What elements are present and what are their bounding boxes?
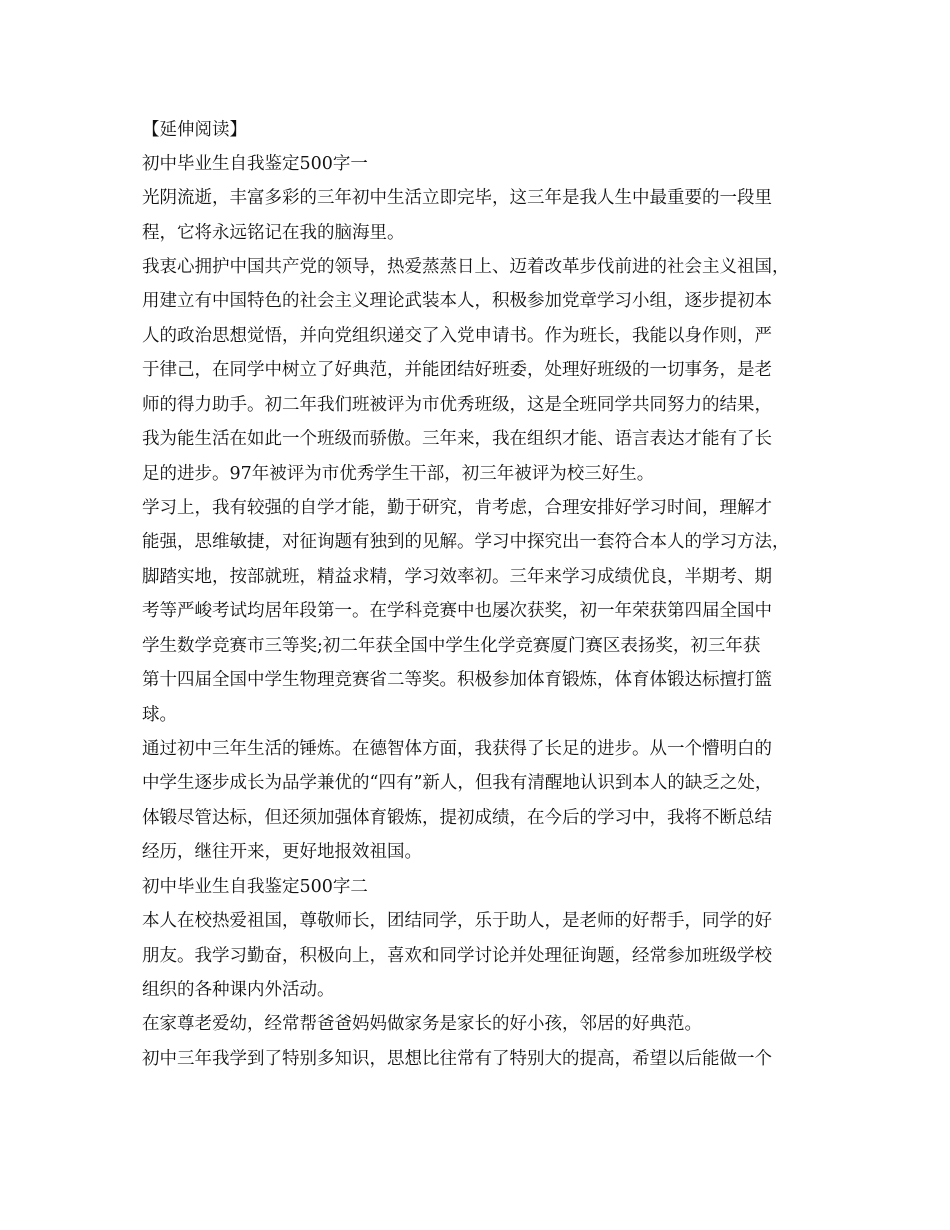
text-line: 师的得力助手。初二年我们班被评为市优秀班级，这是全班同学共同努力的结果，	[142, 395, 772, 415]
essay-title-one: 初中毕业生自我鉴定500字一	[142, 154, 368, 174]
text-line: 于律己，在同学中树立了好典范，并能团结好班委，处理好班级的一切事务，是老	[142, 360, 772, 380]
text-line: 脚踏实地，按部就班，精益求精，学习效率初。三年来学习成绩优良，半期考、期	[142, 567, 772, 587]
text-line: 初中三年我学到了特别多知识，思想比往常有了特别大的提高，希望以后能做一个	[142, 1049, 772, 1069]
text-line: 通过初中三年生活的锤炼。在德智体方面，我获得了长足的进步。从一个懵明白的	[142, 739, 772, 759]
text-line: 程，它将永远铭记在我的脑海里。	[142, 223, 405, 243]
text-line: 组织的各种课内外活动。	[142, 980, 335, 1000]
text-line: 我为能生活在如此一个班级而骄傲。三年来，我在组织才能、语言表达才能有了长	[142, 429, 772, 449]
text-line: 朋友。我学习勤奋，积极向上，喜欢和同学讨论并处理征询题，经常参加班级学校	[142, 946, 772, 966]
text-line: 在家尊老爱幼，经常帮爸爸妈妈做家务是家长的好小孩，邻居的好典范。	[142, 1014, 702, 1034]
section-heading-extended-reading: 【延伸阅读】	[142, 120, 247, 140]
text-line: 本人在校热爱祖国，尊敬师长，团结同学，乐于助人，是老师的好帮手，同学的好	[142, 911, 772, 931]
essay-title-two: 初中毕业生自我鉴定500字二	[142, 877, 368, 897]
text-line: 我衷心拥护中国共产党的领导，热爱蒸蒸日上、迈着改革步伐前进的社会主义祖国，	[142, 257, 790, 277]
text-line: 中学生逐步成长为品学兼优的“四有”新人，但我有清醒地认识到本人的缺乏之处，	[142, 773, 773, 793]
text-line: 能强，思维敏捷，对征询题有独到的见解。学习中探究出一套符合本人的学习方法，	[142, 532, 790, 552]
text-line: 球。	[142, 705, 177, 725]
text-line: 学习上，我有较强的自学才能，勤于研究，肯考虑，合理安排好学习时间，理解才	[142, 498, 772, 518]
text-line: 体锻尽管达标，但还须加强体育锻炼，提初成绩，在今后的学习中，我将不断总结	[142, 808, 772, 828]
text-line: 光阴流逝，丰富多彩的三年初中生活立即完毕，这三年是我人生中最重要的一段里	[142, 188, 772, 208]
text-line: 第十四届全国中学生物理竞赛省二等奖。积极参加体育锻炼，体育体锻达标擅打篮	[142, 670, 772, 690]
text-line: 用建立有中国特色的社会主义理论武装本人，积极参加党章学习小组，逐步提初本	[142, 291, 772, 311]
text-line: 考等严峻考试均居年段第一。在学科竞赛中也屡次获奖，初一年荣获第四届全国中	[142, 601, 772, 621]
text-line: 学生数学竞赛市三等奖;初二年获全国中学生化学竞赛厦门赛区表扬奖，初三年获	[142, 636, 761, 656]
text-line: 足的进步。97年被评为市优秀学生干部，初三年被评为校三好生。	[142, 464, 655, 484]
text-line: 经历，继往开来，更好地报效祖国。	[142, 842, 422, 862]
text-line: 人的政治思想觉悟，并向党组织递交了入党申请书。作为班长，我能以身作则，严	[142, 326, 772, 346]
